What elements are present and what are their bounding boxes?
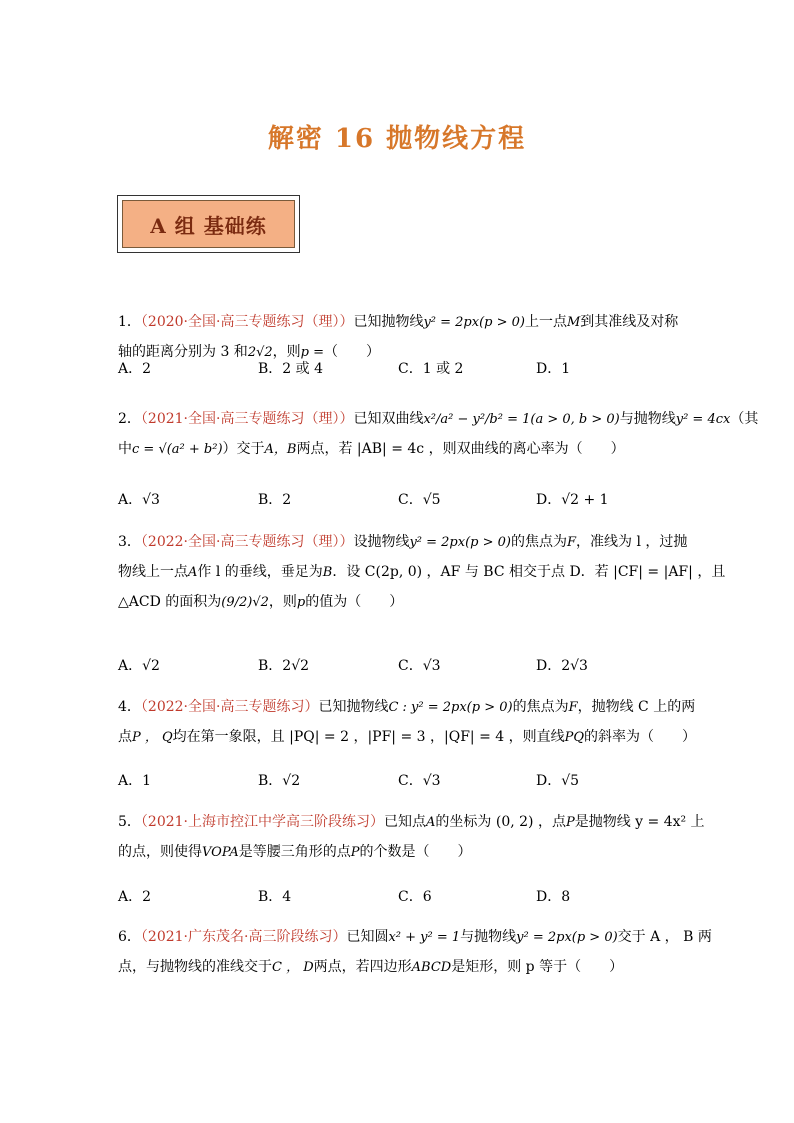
question-number: 6． — [118, 929, 141, 945]
math-expression: y² = 4cx — [675, 412, 731, 427]
question-source: （2021·上海市控江中学高三阶段练习） — [140, 814, 385, 830]
answer-option-b[interactable]: B．√2 — [258, 773, 301, 789]
question-line — [118, 813, 705, 843]
question-number: 3． — [118, 534, 141, 550]
question-line — [118, 958, 678, 988]
answer-option-c[interactable]: C．6 — [398, 889, 432, 905]
answer-options — [118, 655, 678, 673]
question-2 — [118, 410, 759, 470]
question-text: 是抛物线 y = 4x² 上 — [574, 814, 705, 830]
math-expression: C ， D — [272, 960, 314, 975]
math-expression: 2√2 — [247, 345, 273, 360]
question-6 — [118, 928, 712, 988]
math-expression: A — [188, 565, 198, 580]
question-text: 已知抛物线 — [353, 314, 424, 330]
question-text: 已知圆 — [346, 929, 389, 945]
answer-option-d[interactable]: D．1 — [536, 361, 571, 377]
page-title: 解密 16 抛物线方程 — [267, 124, 527, 154]
answer-option-b[interactable]: B．2 或 4 — [258, 361, 324, 377]
answer-option-d[interactable]: D．√2 + 1 — [536, 492, 609, 508]
question-line — [118, 563, 726, 593]
question-source: （2022·全国·高三专题练习（理）） — [140, 534, 354, 550]
question-text: ，则 — [268, 594, 297, 610]
question-text: 的值为（ ） — [305, 594, 404, 610]
question-3 — [118, 533, 726, 623]
question-source: （2021·广东茂名·高三阶段练习） — [140, 929, 347, 945]
question-text: 作 l 的垂线，垂足为 — [197, 564, 323, 580]
question-text: 的点，则使得 — [118, 844, 202, 860]
answer-option-d[interactable]: D．√5 — [536, 773, 580, 789]
question-text: 均在第一象限，且 |PQ| = 2 ，|PF| = 3 ，|QF| = 4 ，则直线 — [172, 729, 565, 745]
answer-option-d[interactable]: D．8 — [536, 889, 571, 905]
question-text: 是等腰三角形的点 — [238, 844, 351, 860]
math-expression: F — [568, 700, 578, 715]
question-source: （2020·全国·高三专题练习（理）） — [140, 314, 354, 330]
math-expression: A，B — [264, 442, 297, 457]
question-text: 两点，若 |AB| = 4c ，则双曲线的离心率为（ ） — [296, 441, 625, 457]
answer-options — [118, 489, 678, 507]
section-label: A 组 基础练 — [122, 200, 295, 248]
question-text: 的焦点为 — [510, 534, 567, 550]
math-expression: P ， Q — [132, 730, 173, 745]
math-expression: p = — [300, 345, 324, 360]
math-expression: x² + y² = 1 — [388, 930, 461, 945]
question-line — [118, 728, 697, 758]
question-text: ，抛物线 C 上的两 — [577, 699, 696, 715]
math-expression: y² = 2px(p > 0) — [516, 930, 618, 945]
question-number: 5． — [118, 814, 141, 830]
answer-option-a[interactable]: A．1 — [118, 773, 152, 789]
answer-option-b[interactable]: B．2√2 — [258, 658, 310, 674]
question-text: 点 — [118, 729, 132, 745]
question-number: 1． — [118, 314, 141, 330]
answer-option-a[interactable]: A．2 — [118, 889, 152, 905]
question-line — [118, 410, 759, 440]
math-expression: PQ — [564, 730, 585, 745]
question-text: 的焦点为 — [512, 699, 569, 715]
answer-option-b[interactable]: B．2 — [258, 492, 292, 508]
question-text: （ ） — [324, 344, 380, 360]
question-line — [118, 593, 678, 623]
answer-options — [118, 358, 678, 376]
question-text: 的个数是（ ） — [359, 844, 472, 860]
math-expression: (9/2)√2 — [221, 595, 269, 610]
answer-option-c[interactable]: C．√3 — [398, 658, 441, 674]
question-line — [118, 313, 678, 343]
math-expression: c = √(a² + b²) — [132, 442, 223, 457]
question-source: （2022·全国·高三专题练习） — [140, 699, 319, 715]
question-text: ，则 — [272, 344, 301, 360]
question-text: 到其准线及对称 — [580, 314, 679, 330]
answer-option-c[interactable]: C．√3 — [398, 773, 441, 789]
question-text: 中 — [118, 441, 132, 457]
math-expression: y² = 2px(p > 0) — [409, 535, 511, 550]
math-expression: P — [350, 845, 360, 860]
question-text: 已知双曲线 — [353, 411, 424, 427]
question-text: 已知抛物线 — [318, 699, 389, 715]
math-expression: x²/a² − y²/b² = 1(a > 0, b > 0) — [423, 412, 620, 427]
section-badge — [117, 195, 300, 253]
math-expression: M — [566, 315, 581, 330]
answer-options — [118, 886, 678, 904]
answer-options — [118, 770, 678, 788]
math-expression: y² = 2px(p > 0) — [423, 315, 525, 330]
question-text: 两点，若四边形 — [313, 959, 412, 975]
question-text: 点，与抛物线的准线交于 — [118, 959, 272, 975]
question-line — [118, 928, 712, 958]
question-text: 设抛物线 — [353, 534, 410, 550]
question-5 — [118, 813, 705, 873]
answer-option-a[interactable]: A．√3 — [118, 492, 160, 508]
question-text: 上一点 — [524, 314, 567, 330]
math-expression: B — [322, 565, 333, 580]
question-line — [118, 698, 696, 728]
math-expression: A — [426, 815, 436, 830]
question-number: 4． — [118, 699, 141, 715]
math-expression: p — [296, 595, 306, 610]
answer-option-d[interactable]: D．2√3 — [536, 658, 588, 674]
answer-option-b[interactable]: B．4 — [258, 889, 292, 905]
question-text: ）交于 — [222, 441, 265, 457]
math-expression: C : y² = 2px(p > 0) — [388, 700, 513, 715]
question-line — [118, 843, 678, 873]
question-text: ，准线为 l ，过抛 — [576, 534, 688, 550]
question-text: 交于 A ， B 两 — [617, 929, 712, 945]
answer-option-c[interactable]: C．√5 — [398, 492, 441, 508]
math-expression: P — [565, 815, 575, 830]
question-text: 与抛物线 — [460, 929, 517, 945]
question-4 — [118, 698, 697, 758]
question-line — [118, 533, 688, 563]
math-expression: VOPA — [202, 845, 239, 860]
question-text: ．设 C(2p, 0) ，AF 与 BC 相交于点 D．若 |CF| = |AF| ，且 — [332, 564, 726, 580]
question-text: 是矩形，则 p 等于（ ） — [451, 959, 624, 975]
question-text: 物线上一点 — [118, 564, 188, 580]
question-text: （其 — [730, 411, 759, 427]
question-text: 已知点 — [384, 814, 427, 830]
question-text: 的斜率为（ ） — [584, 729, 697, 745]
answer-option-c[interactable]: C．1 或 2 — [398, 361, 464, 377]
question-source: （2021·全国·高三专题练习（理）） — [140, 411, 354, 427]
question-text: 与抛物线 — [619, 411, 676, 427]
math-expression: F — [566, 535, 577, 550]
question-number: 2． — [118, 411, 141, 427]
question-text: △ACD 的面积为 — [118, 594, 222, 610]
answer-option-a[interactable]: A．2 — [118, 361, 152, 377]
question-text: 轴的距离分别为 3 和 — [118, 344, 248, 360]
question-line — [118, 440, 678, 470]
question-text: 的坐标为 (0, 2) ，点 — [435, 814, 566, 830]
math-expression: ABCD — [411, 960, 452, 975]
answer-option-a[interactable]: A．√2 — [118, 658, 160, 674]
